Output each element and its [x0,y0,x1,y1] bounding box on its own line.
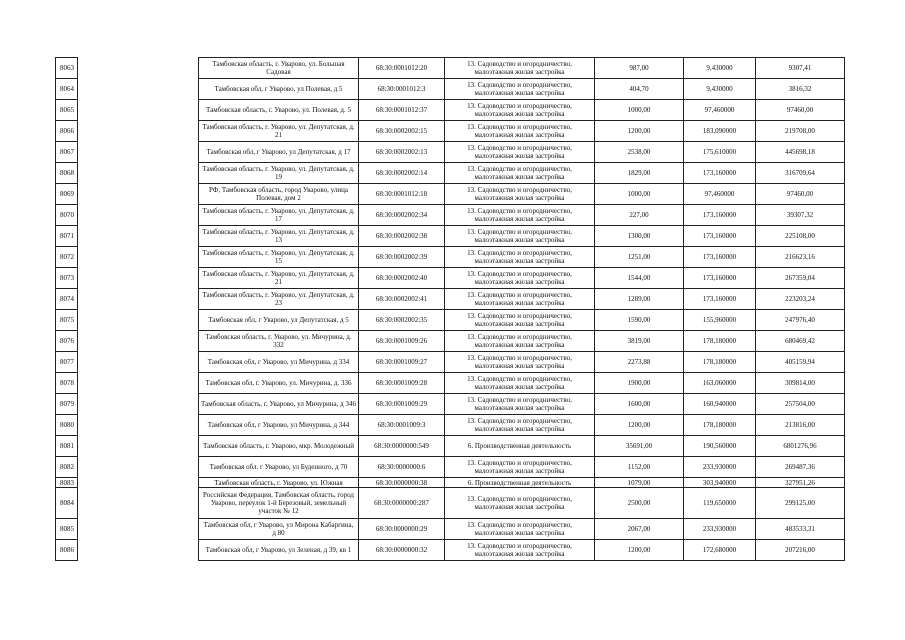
table-row [56,163,845,184]
table-row [56,247,845,268]
cadastral-value-cell: 9307,41 [756,58,845,79]
land-use-cell: 13. Садоводство и огородничество, малоэтажная жилая застройка [445,226,595,247]
cadastral-number-cell: 68:30:0002002:35 [359,310,445,331]
area-cell: 1251,00 [595,247,684,268]
specific-value-cell: 303,940000 [684,478,756,488]
specific-value-cell: 173,160000 [684,289,756,310]
table-row [56,142,845,163]
area-cell: 1200,00 [595,121,684,142]
blank-cell [78,352,199,373]
cadastral-value-cell: 680469,42 [756,331,845,352]
row-number-cell: 8076 [56,331,78,352]
cadastral-value-cell: 3816,32 [756,79,845,100]
table-row [56,205,845,226]
address-cell: Тамбовская область, г. Уварово, ул. Мичурина, д. 332 [199,331,359,352]
blank-cell [78,373,199,394]
blank-cell [78,331,199,352]
area-cell: 1200,00 [595,540,684,561]
row-number-cell: 8065 [56,100,78,121]
blank-cell [78,79,199,100]
specific-value-cell: 233,930000 [684,519,756,540]
cadastral-value-cell: 219708,00 [756,121,845,142]
row-number-cell: 8078 [56,373,78,394]
address-cell: Тамбовская область, г. Уварово, ул Мичурина, д 346 [199,394,359,415]
row-number-cell: 8069 [56,184,78,205]
cadastral-number-cell: 68:30:0001012:3 [359,79,445,100]
area-cell: 2067,00 [595,519,684,540]
area-cell: 1300,00 [595,226,684,247]
cadastral-number-cell: 68:30:0002002:13 [359,142,445,163]
cadastral-number-cell: 68:30:0001009:29 [359,394,445,415]
specific-value-cell: 155,960000 [684,310,756,331]
specific-value-cell: 173,160000 [684,247,756,268]
row-number-cell: 8082 [56,457,78,478]
blank-cell [78,58,199,79]
area-cell: 1200,00 [595,415,684,436]
cadastral-value-cell: 6801276,96 [756,436,845,457]
specific-value-cell: 173,160000 [684,163,756,184]
table-row [56,331,845,352]
row-number-cell: 8079 [56,394,78,415]
cadastral-number-cell: 68:30:0001009:28 [359,373,445,394]
cadastral-number-cell: 68:30:0002002:41 [359,289,445,310]
cadastral-number-cell: 68:30:0002002:39 [359,247,445,268]
land-use-cell: 13. Садоводство и огородничество, малоэтажная жилая застройка [445,58,595,79]
land-use-cell: 13. Садоводство и огородничество, малоэтажная жилая застройка [445,415,595,436]
table-row [56,436,845,457]
row-number-cell: 8074 [56,289,78,310]
address-cell: Тамбовская обл, г Уварово, ул Мичурина, д 334 [199,352,359,373]
land-use-cell: 13. Садоводство и огородничество, малоэтажная жилая застройка [445,352,595,373]
blank-cell [78,247,199,268]
specific-value-cell: 173,160000 [684,268,756,289]
specific-value-cell: 97,460000 [684,184,756,205]
cadastral-value-cell: 216623,16 [756,247,845,268]
specific-value-cell: 178,180000 [684,352,756,373]
cadastral-value-cell: 223203,24 [756,289,845,310]
row-number-cell: 8064 [56,79,78,100]
land-use-cell: 13. Садоводство и огородничество, малоэтажная жилая застройка [445,268,595,289]
cadastral-value-cell: 405159,94 [756,352,845,373]
blank-cell [78,100,199,121]
address-cell: Тамбовская обл, г Уварово, ул Полевая, д 5 [199,79,359,100]
cadastral-value-cell: 445698,18 [756,142,845,163]
blank-cell [78,268,199,289]
land-use-cell: 13. Садоводство и огородничество, малоэтажная жилая застройка [445,457,595,478]
specific-value-cell: 97,460000 [684,100,756,121]
area-cell: 35691,00 [595,436,684,457]
land-use-cell: 13. Садоводство и огородничество, малоэтажная жилая застройка [445,100,595,121]
land-use-cell: 13. Садоводство и огородничество, малоэтажная жилая застройка [445,247,595,268]
cadastral-value-cell: 247976,40 [756,310,845,331]
blank-cell [78,121,199,142]
blank-cell [78,310,199,331]
specific-value-cell: 160,940000 [684,394,756,415]
address-cell: РФ, Тамбовская область, город Уварово, улица Полевая, дом 2 [199,184,359,205]
cadastral-value-cell: 483533,31 [756,519,845,540]
area-cell: 987,00 [595,58,684,79]
row-number-cell: 8086 [56,540,78,561]
cadastral-number-cell: 68:30:0002002:15 [359,121,445,142]
address-cell: Тамбовская обл. г Уварово, ул Буденного, д 70 [199,457,359,478]
cadastral-value-cell: 309814,00 [756,373,845,394]
cadastral-value-cell: 299125,00 [756,488,845,519]
area-cell: 1829,00 [595,163,684,184]
table-row [56,415,845,436]
table-row [56,289,845,310]
area-cell: 1152,00 [595,457,684,478]
row-number-cell: 8072 [56,247,78,268]
specific-value-cell: 119,650000 [684,488,756,519]
area-cell: 1544,00 [595,268,684,289]
area-cell: 1590,00 [595,310,684,331]
cadastral-number-cell: 68:30:0001012:20 [359,58,445,79]
address-cell: Тамбовская обл, г. Уварово, ул. Мичурина, д. 336 [199,373,359,394]
address-cell: Тамбовская область, г. Уварово, ул. Депутатская, д. 13 [199,226,359,247]
table-row [56,488,845,519]
blank-cell [78,540,199,561]
cadastral-value-cell: 207216,00 [756,540,845,561]
area-cell: 2500,00 [595,488,684,519]
area-cell: 2538,00 [595,142,684,163]
address-cell: Тамбовская область, г. Уварово, ул. Южная [199,478,359,488]
blank-cell [78,184,199,205]
cadastral-number-cell: 68:30:0002002:40 [359,268,445,289]
specific-value-cell: 173,160000 [684,205,756,226]
row-number-cell: 8068 [56,163,78,184]
row-number-cell: 8066 [56,121,78,142]
address-cell: Тамбовская обл, г Уварово, ул Мирона Кабаргина, д 80 [199,519,359,540]
specific-value-cell: 9,430000 [684,79,756,100]
table-row [56,184,845,205]
specific-value-cell: 178,180000 [684,331,756,352]
cadastral-value-cell: 225108,00 [756,226,845,247]
address-cell: Тамбовская обл, г Уварово, ул Депутатская, д 5 [199,310,359,331]
land-use-cell: 13. Садоводство и огородничество, малоэтажная жилая застройка [445,488,595,519]
land-use-cell: 13. Садоводство и огородничество, малоэтажная жилая застройка [445,142,595,163]
land-use-cell: 13. Садоводство и огородничество, малоэтажная жилая застройка [445,184,595,205]
cadastral-number-cell: 68:30:0001009:3 [359,415,445,436]
blank-cell [78,226,199,247]
area-cell: 1600,00 [595,394,684,415]
blank-cell [78,457,199,478]
cadastral-number-cell: 68:30:0002002:34 [359,205,445,226]
row-number-cell: 8080 [56,415,78,436]
land-use-cell: 13. Садоводство и огородничество, малоэтажная жилая застройка [445,331,595,352]
table-row [56,352,845,373]
table-row [56,226,845,247]
area-cell: 404,70 [595,79,684,100]
cadastral-number-cell: 68:30:0000000:549 [359,436,445,457]
land-use-cell: 6. Производственная деятельность [445,436,595,457]
blank-cell [78,205,199,226]
cadastral-number-cell: 68:30:0000000:38 [359,478,445,488]
table-row [56,540,845,561]
cadastral-value-cell: 316709,64 [756,163,845,184]
land-use-cell: 13. Садоводство и огородничество, малоэтажная жилая застройка [445,121,595,142]
cadastral-number-cell: 68:30:0000000:287 [359,488,445,519]
cadastral-value-cell: 327951,26 [756,478,845,488]
specific-value-cell: 190,560000 [684,436,756,457]
blank-cell [78,394,199,415]
address-cell: Тамбовская область, г. Уварово, ул. Большая Садовая [199,58,359,79]
land-use-cell: 13. Садоводство и огородничество, малоэтажная жилая застройка [445,394,595,415]
specific-value-cell: 175,610000 [684,142,756,163]
table-row [56,58,845,79]
cadastral-value-table [55,57,845,561]
table-row [56,478,845,488]
blank-cell [78,436,199,457]
cadastral-value-cell: 39307,32 [756,205,845,226]
row-number-cell: 8073 [56,268,78,289]
address-cell: Тамбовская область, г. Уварово, ул. Полевая, д. 5 [199,100,359,121]
cadastral-number-cell: 68:30:0001012:18 [359,184,445,205]
land-use-cell: 13. Садоводство и огородничество, малоэтажная жилая застройка [445,79,595,100]
specific-value-cell: 172,680000 [684,540,756,561]
row-number-cell: 8081 [56,436,78,457]
cadastral-value-cell: 267359,04 [756,268,845,289]
land-use-cell: 6. Производственная деятельность [445,478,595,488]
row-number-cell: 8063 [56,58,78,79]
land-use-cell: 13. Садоводство и огородничество, малоэтажная жилая застройка [445,163,595,184]
blank-cell [78,163,199,184]
blank-cell [78,142,199,163]
area-cell: 1000,00 [595,100,684,121]
specific-value-cell: 178,180000 [684,415,756,436]
address-cell: Тамбовская обл, г Уварово, ул Депутатская, д 17 [199,142,359,163]
land-use-cell: 13. Садоводство и огородничество, малоэтажная жилая застройка [445,289,595,310]
row-number-cell: 8085 [56,519,78,540]
table-row [56,100,845,121]
cadastral-number-cell: 68:30:0001009:27 [359,352,445,373]
row-number-cell: 8083 [56,478,78,488]
blank-cell [78,415,199,436]
specific-value-cell: 173,160000 [684,226,756,247]
cadastral-number-cell: 68:30:0001009:26 [359,331,445,352]
table-row [56,121,845,142]
specific-value-cell: 183,090000 [684,121,756,142]
blank-cell [78,519,199,540]
table-row [56,394,845,415]
address-cell: Тамбовская область, г. Уварово, ул. Депутатская, д. 17 [199,205,359,226]
table-row [56,268,845,289]
row-number-cell: 8067 [56,142,78,163]
cadastral-number-cell: 68:30:0000000:32 [359,540,445,561]
area-cell: 1079,00 [595,478,684,488]
area-cell: 1000,00 [595,184,684,205]
table-row [56,373,845,394]
specific-value-cell: 233,930000 [684,457,756,478]
address-cell: Тамбовская область, г. Уварово, ул. Депутатская, д. 21 [199,268,359,289]
address-cell: Российская Федерация, Тамбовская область, город Уварово, переулок 1-й Березовый, земельный участок № 12 [199,488,359,519]
address-cell: Тамбовская обл, г Уварово, ул Мичурина, д 344 [199,415,359,436]
land-use-cell: 13. Садоводство и огородничество, малоэтажная жилая застройка [445,310,595,331]
area-cell: 3819,00 [595,331,684,352]
address-cell: Тамбовская область, г. Уварово, ул. Депутатская, д. 23 [199,289,359,310]
row-number-cell: 8071 [56,226,78,247]
row-number-cell: 8084 [56,488,78,519]
land-use-cell: 13. Садоводство и огородничество, малоэтажная жилая застройка [445,519,595,540]
cadastral-value-cell: 257504,00 [756,394,845,415]
cadastral-number-cell: 68:30:0002002:14 [359,163,445,184]
address-cell: Тамбовская область, г. Уварово, мкр. Молодежный [199,436,359,457]
row-number-cell: 8070 [56,205,78,226]
table-row [56,457,845,478]
land-use-cell: 13. Садоводство и огородничество, малоэтажная жилая застройка [445,373,595,394]
address-cell: Тамбовская область, г. Уварово, ул. Депутатская, д. 19 [199,163,359,184]
address-cell: Тамбовская область, г. Уварово, ул. Депутатская, д. 21 [199,121,359,142]
area-cell: 227,00 [595,205,684,226]
table-row [56,310,845,331]
cadastral-number-cell: 68:30:0001012:37 [359,100,445,121]
specific-value-cell: 163,060000 [684,373,756,394]
blank-cell [78,478,199,488]
area-cell: 1900,00 [595,373,684,394]
row-number-cell: 8075 [56,310,78,331]
cadastral-value-cell: 97460,00 [756,100,845,121]
address-cell: Тамбовская обл, г Уварово, ул Зеленая, д 39, кв 1 [199,540,359,561]
address-cell: Тамбовская область, г. Уварово, ул. Депутатская, д. 15 [199,247,359,268]
row-number-cell: 8077 [56,352,78,373]
area-cell: 1289,00 [595,289,684,310]
area-cell: 2273,88 [595,352,684,373]
table-row [56,79,845,100]
blank-cell [78,488,199,519]
cadastral-number-cell: 68:30:0000000:29 [359,519,445,540]
cadastral-number-cell: 68:30:0000000:6 [359,457,445,478]
land-use-cell: 13. Садоводство и огородничество, малоэтажная жилая застройка [445,205,595,226]
cadastral-value-cell: 97460,00 [756,184,845,205]
blank-cell [78,289,199,310]
cadastral-number-cell: 68:30:0002002:38 [359,226,445,247]
table-row [56,519,845,540]
land-use-cell: 13. Садоводство и огородничество, малоэтажная жилая застройка [445,540,595,561]
cadastral-value-cell: 269487,36 [756,457,845,478]
specific-value-cell: 9,430000 [684,58,756,79]
cadastral-value-cell: 213816,00 [756,415,845,436]
